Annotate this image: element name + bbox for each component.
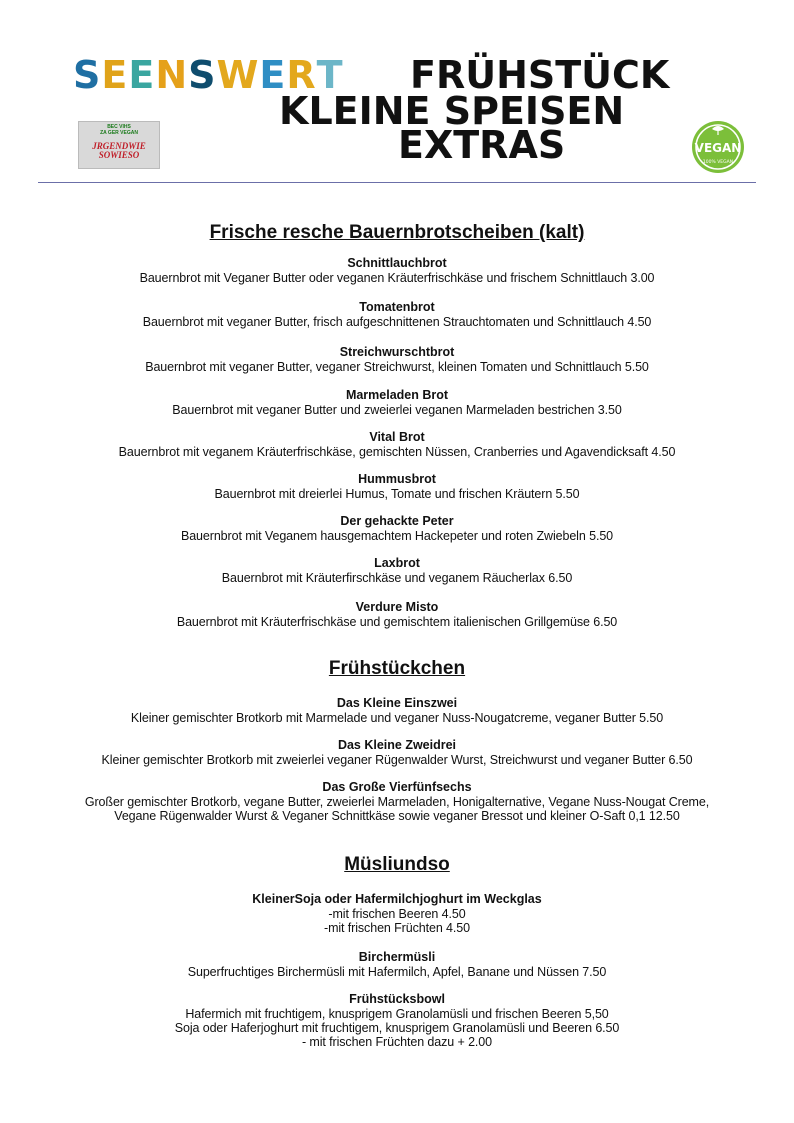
menu-item-description: Bauernbrot mit Kräuterfrischkäse und gemischtem italienischen Grillgemüse 6.50 [176,615,618,629]
menu-item [0,256,794,285]
menu-item-name: Frühstücksbowl [349,992,445,1006]
menu-item [0,950,794,979]
menu-item-name: Das Kleine Zweidrei [337,738,457,752]
menu-item-name: KleinerSoja oder Hafermilchjoghurt im Weckglas [252,892,542,906]
menu-item [0,992,794,1049]
brand-letter: S [188,53,217,97]
menu-item [0,892,794,935]
brand-letter: S [73,53,102,97]
menu-item [0,556,794,585]
menu-item-name: Marmeladen Brot [345,388,449,402]
menu-item [0,345,794,374]
menu-item-description: Bauernbrot mit Veganem hausgemachtem Hackepeter und roten Zwiebeln 5.50 [180,529,614,543]
brand-letter: W [216,53,260,97]
menu-item-description: Kleiner gemischter Brotkorb mit Marmelade und veganer Nuss-Nougatcreme, veganer Butter 5.50 [130,711,664,725]
menu-item-name: Birchermüsli [358,950,436,964]
menu-item-name: Das Große Vierfünfsechs [322,780,472,794]
brand-letter: R [286,53,317,97]
menu-item-description: Bauernbrot mit dreierlei Humus, Tomate und frischen Kräutern 5.50 [214,487,580,501]
vegan-badge-icon [688,119,748,175]
brand-letter: N [155,53,189,97]
menu-item-name: Verdure Misto [355,600,439,614]
menu-item [0,388,794,417]
section-title: Müsliundso [344,854,450,875]
brand-letter: E [101,53,129,97]
menu-item-description: Bauernbrot mit Veganer Butter oder veganen Kräuterfrischkäse und frischem Schnittlauch 3.00 [139,271,655,285]
menu-item-description: -mit frischen Früchten 4.50 [324,921,470,935]
brand-letter: T [316,53,344,97]
logo-small-text: BEC VIHS ZA GER VEGAN [100,124,138,136]
menu-item-description: Kleiner gemischter Brotkorb mit zweierlei veganer Rügenwalder Wurst, Streichwurst und veganer Butter 6.50 [101,753,693,767]
menu-item-name: Laxbrot [374,556,420,570]
menu-item [0,514,794,543]
headline-fruehstueck: FRÜHSTÜCK [410,53,670,97]
menu-item [0,780,794,823]
menu-item-description: Hafermich mit fruchtigem, knusprigem Granolamüsli und frischen Beeren 5,50 [185,1007,609,1021]
menu-item-name: Das Kleine Einszwei [336,696,458,710]
menu-item-name: Vital Brot [369,430,425,444]
section-title: Frühstückchen [328,658,466,679]
menu-item [0,738,794,767]
menu-item-description: Bauernbrot mit veganem Kräuterfrischkäse, gemischten Nüssen, Cranberries und Agavendicksaft 4.50 [118,445,676,459]
menu-item [0,300,794,329]
menu-item-description: -mit frischen Beeren 4.50 [328,907,466,921]
menu-item [0,430,794,459]
menu-item-name: Hummusbrot [358,472,436,486]
brand-letter: E [128,53,156,97]
menu-item-description: Superfruchtiges Birchermüsli mit Hafermilch, Apfel, Banane und Nüssen 7.50 [187,965,607,979]
menu-item-description: Soja oder Haferjoghurt mit fruchtigem, knusprigem Granolamüsli und Beeren 6.50 [174,1021,620,1035]
menu-item-name: Schnittlauchbrot [347,256,447,270]
vegan-badge-sublabel: 100% VEGAN [702,160,734,165]
menu-item [0,472,794,501]
menu-item-description: Vegane Rügenwalder Wurst & Veganer Schnittkäse sowie veganer Bressot und kleiner O-Saft 0,1 12.50 [114,809,680,823]
headline-kleine-speisen: KLEINE SPEISEN [279,89,625,133]
brand-wordmark [73,53,344,97]
menu-item-description: Bauernbrot mit veganer Butter, frisch aufgeschnittenen Strauchtomaten und Schnittlauch 4.50 [142,315,652,329]
menu-item-name: Tomatenbrot [359,300,435,314]
brand-letter: E [259,53,287,97]
menu-item-description: - mit frischen Früchten dazu + 2.00 [302,1035,492,1049]
headline-extras: EXTRAS [398,123,566,167]
menu-item-name: Streichwurschtbrot [339,345,455,359]
menu-item-description: Bauernbrot mit Kräuterfirschkäse und veganem Räucherlax 6.50 [221,571,573,585]
section-title: Frische resche Bauernbrotscheiben (kalt) [209,222,585,243]
menu-item-name: Der gehackte Peter [340,514,454,528]
menu-item-description: Großer gemischter Brotkorb, vegane Butter, zweierlei Marmeladen, Honigalternative, Vegane Nuss-Nougat Creme, [84,795,710,809]
vegan-badge-label: VEGAN [694,141,742,155]
menu-header [0,0,794,190]
logo-big-text: JRGENDWIE SOWIESO [92,141,146,160]
header-divider [38,182,756,183]
menu-item-description: Bauernbrot mit veganer Butter und zweierlei veganen Marmeladen bestrichen 3.50 [172,403,622,417]
menu-item [0,600,794,629]
irgendwie-sowieso-logo [78,121,160,169]
menu-item [0,696,794,725]
menu-item-description: Bauernbrot mit veganer Butter, veganer Streichwurst, kleinen Tomaten und Schnittlauch 5.50 [145,360,649,374]
